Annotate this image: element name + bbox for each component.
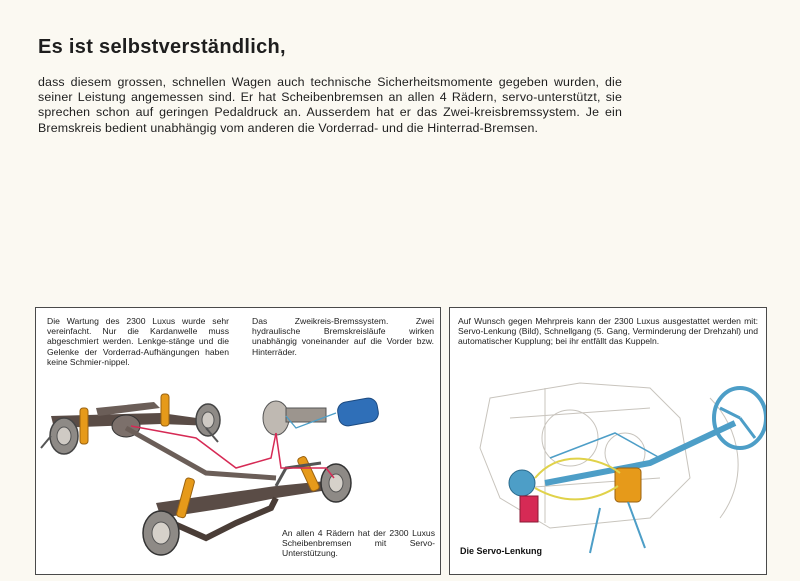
disc-brakes-caption: An allen 4 Rädern hat der 2300 Luxus Scheibenbremsen mit Servo-Unterstützung.	[282, 528, 435, 559]
optional-equipment-caption: Auf Wunsch gegen Mehrpreis kann der 2300 Luxus ausgestattet werden mit: Servo-Lenkung (Bild), Schnellgang (5. Gang, Verminderung der Drehzahl) und automatischer Kupplung; bei ihr entfällt das Kuppeln.	[458, 316, 758, 347]
intro-paragraph: dass diesem grossen, schnellen Wagen auch technische Sicherheitsmomente gegeben wurden, die seiner Leistung angemessen sind. Er hat Scheibenbremsen an allen 4 Rädern, servo-unterstützt, sie sprechen schon auf geringen Pedaldruck an. Ausserdem hat er das Zwei-kreisbremssystem. Je ein Bremskreis bedient unabhängig vom anderen die Vorderrad- und die Hinterrad-Bremsen.	[38, 75, 622, 135]
power-steering-label: Die Servo-Lenkung	[460, 546, 543, 556]
dual-circuit-caption: Das Zweikreis-Bremssystem. Zwei hydraulische Bremskreisläufe wirken unabhängig voneinander auf die Vorder bzw. Hinterräder.	[252, 316, 434, 357]
page-heading: Es ist selbstverständlich,	[38, 36, 286, 58]
rear-axle-illustration	[41, 394, 220, 454]
maintenance-caption: Die Wartung des 2300 Luxus wurde sehr vereinfacht. Nur die Kardanwelle muss abgeschmiert werden. Lenkge-stänge und die Gelenke der Vorderrad-Aufhängungen haben keine Schmier-nippel.	[47, 316, 229, 367]
power-steering-illustration	[450, 308, 767, 575]
power-steering-panel	[449, 307, 767, 575]
brake-servo-illustration	[263, 397, 380, 435]
kardan-shaft	[126, 428, 276, 478]
brake-system-panel	[35, 307, 441, 575]
